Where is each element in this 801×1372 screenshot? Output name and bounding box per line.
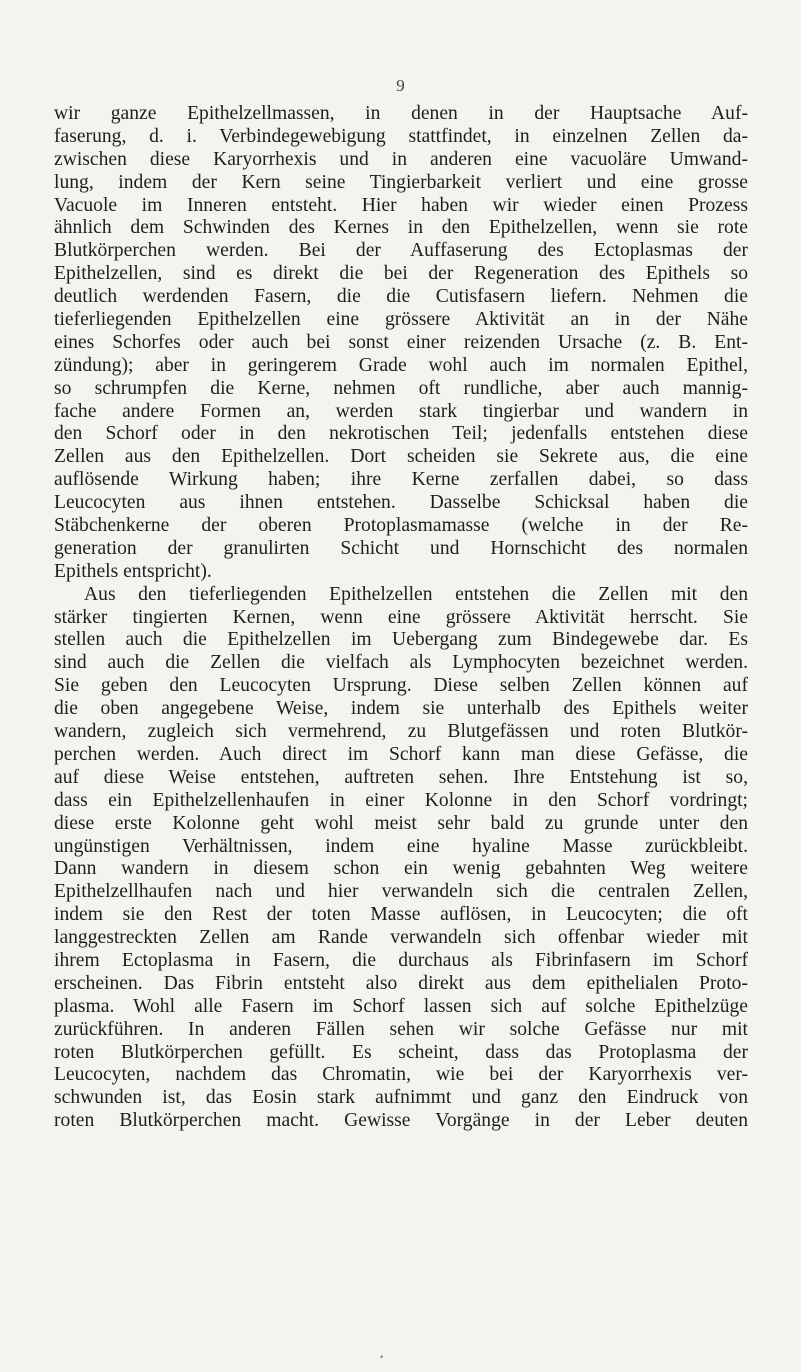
text-line: Vacuole im Inneren entsteht. Hier haben wir wieder einen Prozess [54, 194, 748, 216]
body-text [54, 103, 748, 1133]
text-line: Dann wandern in diesem schon ein wenig gebahnten Weg weitere [54, 858, 748, 880]
text-line: dass ein Epithelzellenhaufen in einer Kolonne in den Schorf vordringt; [54, 789, 748, 811]
text-line: langgestreckten Zellen am Rande verwandeln sich offenbar wieder mit [54, 927, 748, 949]
text-line: ähnlich dem Schwinden des Kernes in den Epithelzellen, wenn sie rote [54, 217, 748, 239]
text-line: wandern, zugleich sich vermehrend, zu Blutgefässen und roten Blutkör- [54, 721, 748, 743]
text-line: zündung); aber in geringerem Grade wohl auch im normalen Epithel, [54, 354, 748, 376]
text-line: ihrem Ectoplasma in Fasern, die durchaus als Fibrinfasern im Schorf [54, 949, 748, 971]
text-line: deutlich werdenden Fasern, die die Cutisfasern liefern. Nehmen die [54, 286, 748, 308]
footer-mark: • [380, 1352, 384, 1362]
text-line: schwunden ist, das Eosin stark aufnimmt und ganz den Eindruck von [54, 1087, 748, 1109]
text-line: wir ganze Epithelzellmassen, in denen in der Hauptsache Auf- [54, 103, 748, 124]
text-line: auflösende Wirkung haben; ihre Kerne zerfallen dabei, so dass [54, 469, 748, 491]
text-line: zwischen diese Karyorrhexis und in anderen eine vacuoläre Umwand- [54, 148, 748, 170]
text-line: indem sie den Rest der toten Masse auflösen, in Leucocyten; die oft [54, 904, 748, 926]
text-line: Epithels entspricht). [54, 560, 212, 582]
text-line: tieferliegenden Epithelzellen eine grössere Aktivität an in der Nähe [54, 309, 748, 331]
text-line: sind auch die Zellen die vielfach als Lymphocyten bezeichnet werden. [54, 652, 748, 674]
text-line: auf diese Weise entstehen, auftreten sehen. Ihre Entstehung ist so, [54, 766, 748, 788]
text-line: plasma. Wohl alle Fasern im Schorf lassen sich auf solche Epithelzüge [54, 995, 748, 1017]
text-line: stellen auch die Epithelzellen im Uebergang zum Bindegewebe dar. Es [54, 629, 748, 651]
text-line: stärker tingierten Kernen, wenn eine grössere Aktivität herrscht. Sie [54, 606, 748, 628]
text-line: ungünstigen Verhältnissen, indem eine hyaline Masse zurückbleibt. [54, 835, 748, 857]
text-line: roten Blutkörperchen gefüllt. Es scheint, dass das Protoplasma der [54, 1041, 748, 1063]
text-line: faserung, d. i. Verbindegewebigung stattfindet, in einzelnen Zellen da- [54, 125, 748, 147]
text-line: Stäbchenkerne der oberen Protoplasmamasse (welche in der Re- [54, 515, 748, 537]
text-line: Leucocyten, nachdem das Chromatin, wie bei der Karyorrhexis ver- [54, 1064, 748, 1086]
text-line: roten Blutkörperchen macht. Gewisse Vorgänge in der Leber deuten [54, 1110, 748, 1132]
text-line: den Schorf oder in den nekrotischen Teil; jedenfalls entstehen diese [54, 423, 748, 445]
text-line: eines Schorfes oder auch bei sonst einer reizenden Ursache (z. B. Ent- [54, 331, 748, 353]
paragraph [54, 584, 748, 1133]
text-line: so schrumpfen die Kerne, nehmen oft rundliche, aber auch mannig- [54, 377, 748, 399]
text-line: Zellen aus den Epithelzellen. Dort scheiden sie Sekrete aus, die eine [54, 446, 748, 468]
text-line: diese erste Kolonne geht wohl meist sehr bald zu grunde unter den [54, 812, 748, 834]
text-line: Leucocyten aus ihnen entstehen. Dasselbe Schicksal haben die [54, 492, 748, 514]
text-line: lung, indem der Kern seine Tingierbarkeit verliert und eine grosse [54, 171, 748, 193]
text-line: Blutkörperchen werden. Bei der Auffaserung des Ectoplasmas der [54, 240, 748, 262]
text-line: Sie geben den Leucocyten Ursprung. Diese selben Zellen können auf [54, 675, 748, 697]
page-number: 9 [396, 76, 405, 95]
text-line: zurückführen. In anderen Fällen sehen wir solche Gefässe nur mit [54, 1018, 748, 1040]
text-line: Epithelzellhaufen nach und hier verwandeln sich die centralen Zellen, [54, 881, 748, 903]
text-line: fache andere Formen an, werden stark tingierbar und wandern in [54, 400, 748, 422]
paragraph [54, 103, 748, 584]
text-line: Epithelzellen, sind es direkt die bei der Regeneration des Epithels so [54, 263, 748, 285]
text-line: Aus den tieferliegenden Epithelzellen entstehen die Zellen mit den [84, 583, 748, 605]
text-line: generation der granulirten Schicht und Hornschicht des normalen [54, 537, 748, 559]
text-line: die oben angegebene Weise, indem sie unterhalb des Epithels weiter [54, 698, 748, 720]
text-line: erscheinen. Das Fibrin entsteht also direkt aus dem epithelialen Proto- [54, 972, 748, 994]
text-line: perchen werden. Auch direct im Schorf kann man diese Gefässe, die [54, 743, 748, 765]
